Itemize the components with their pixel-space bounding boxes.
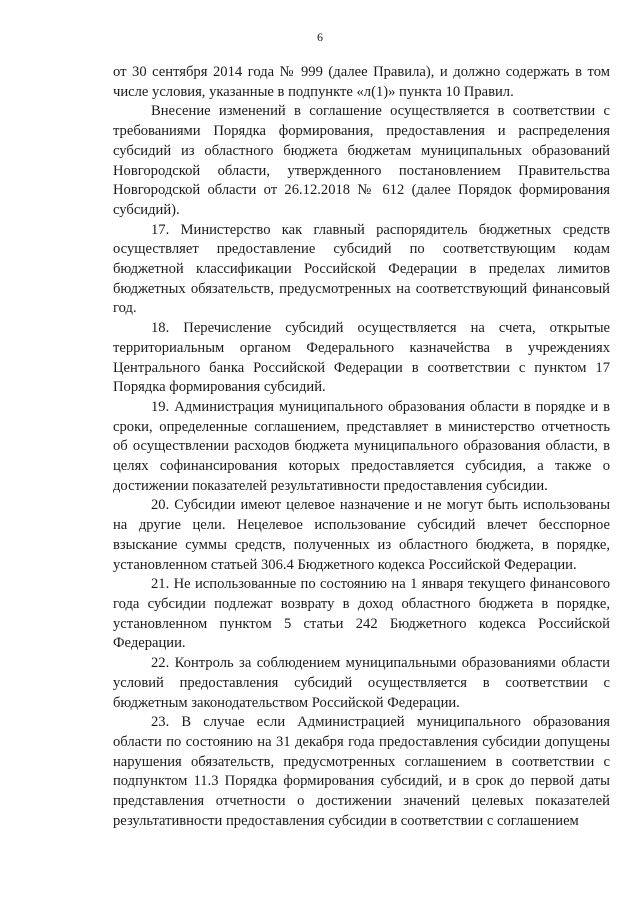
- document-body: [113, 63, 610, 831]
- paragraph-22: 22. Контроль за соблюдением муниципальными образованиями области условий предоставления субсидий осуществляется в соответствии с бюджетным законодательством Российской Федерации.: [113, 655, 610, 711]
- page-number: 6: [317, 30, 323, 44]
- paragraph-21: 21. Не использованные по состоянию на 1 января текущего финансового года субсидии подлежат возврату в доход областного бюджета в порядке, установленном пунктом 5 статьи 242 Бюджетного кодекса Российской Федерации.: [113, 576, 610, 652]
- paragraph-20: 20. Субсидии имеют целевое назначение и не могут быть использованы на другие цели. Нецелевое использование субсидий влечет бесспорное взыскание суммы средств, полученных из областного бюджета, в порядке, установленном статьей 306.4 Бюджетного кодекса Российской Федерации.: [113, 497, 610, 573]
- paragraph-23: 23. В случае если Администрацией муниципального образования области по состоянию на 31 декабря года предоставления субсидии допущены нарушения обязательств, предусмотренных соглашением в соответствии с подпунктом 11.3 Порядка формирования субсидий, и в срок до первой даты представления отчетности о достижении значений целевых показателей результативности предоставления субсидии в соответствии с соглашением: [113, 714, 610, 829]
- paragraph-amendments: Внесение изменений в соглашение осуществляется в соответствии с требованиями Порядка формирования, предоставления и распределения субсидий из областного бюджета бюджетам муниципальных образований Новгородской области, утвержденного постановлением Правительства Новгородской области от 26.12.2018 № 612 (далее Порядок формирования субсидий).: [113, 103, 610, 218]
- paragraph-continuation: от 30 сентября 2014 года № 999 (далее Правила), и должно содержать в том числе условия, указанные в подпункте «л(1)» пункта 10 Правил.: [113, 64, 610, 100]
- paragraph-19: 19. Администрация муниципального образования области в порядке и в сроки, определенные соглашением, представляет в министерство отчетность об осуществлении расходов бюджета муниципального образования области, в целях софинансирования которых предоставляется субсидия, а также о достижении показателей результативности предоставления субсидии.: [113, 398, 610, 494]
- paragraph-17: 17. Министерство как главный распорядитель бюджетных средств осуществляет предоставление субсидий по соответствующим кодам бюджетной классификации Российской Федерации в пределах лимитов бюджетных обязательств, предусмотренных на соответствующий финансовый год.: [113, 221, 610, 317]
- paragraph-18: 18. Перечисление субсидий осуществляется на счета, открытые территориальным органом Федерального казначейства в учреждениях Центрального банка Российской Федерации в соответствии с пунктом 17 Порядка формирования субсидий.: [113, 320, 610, 396]
